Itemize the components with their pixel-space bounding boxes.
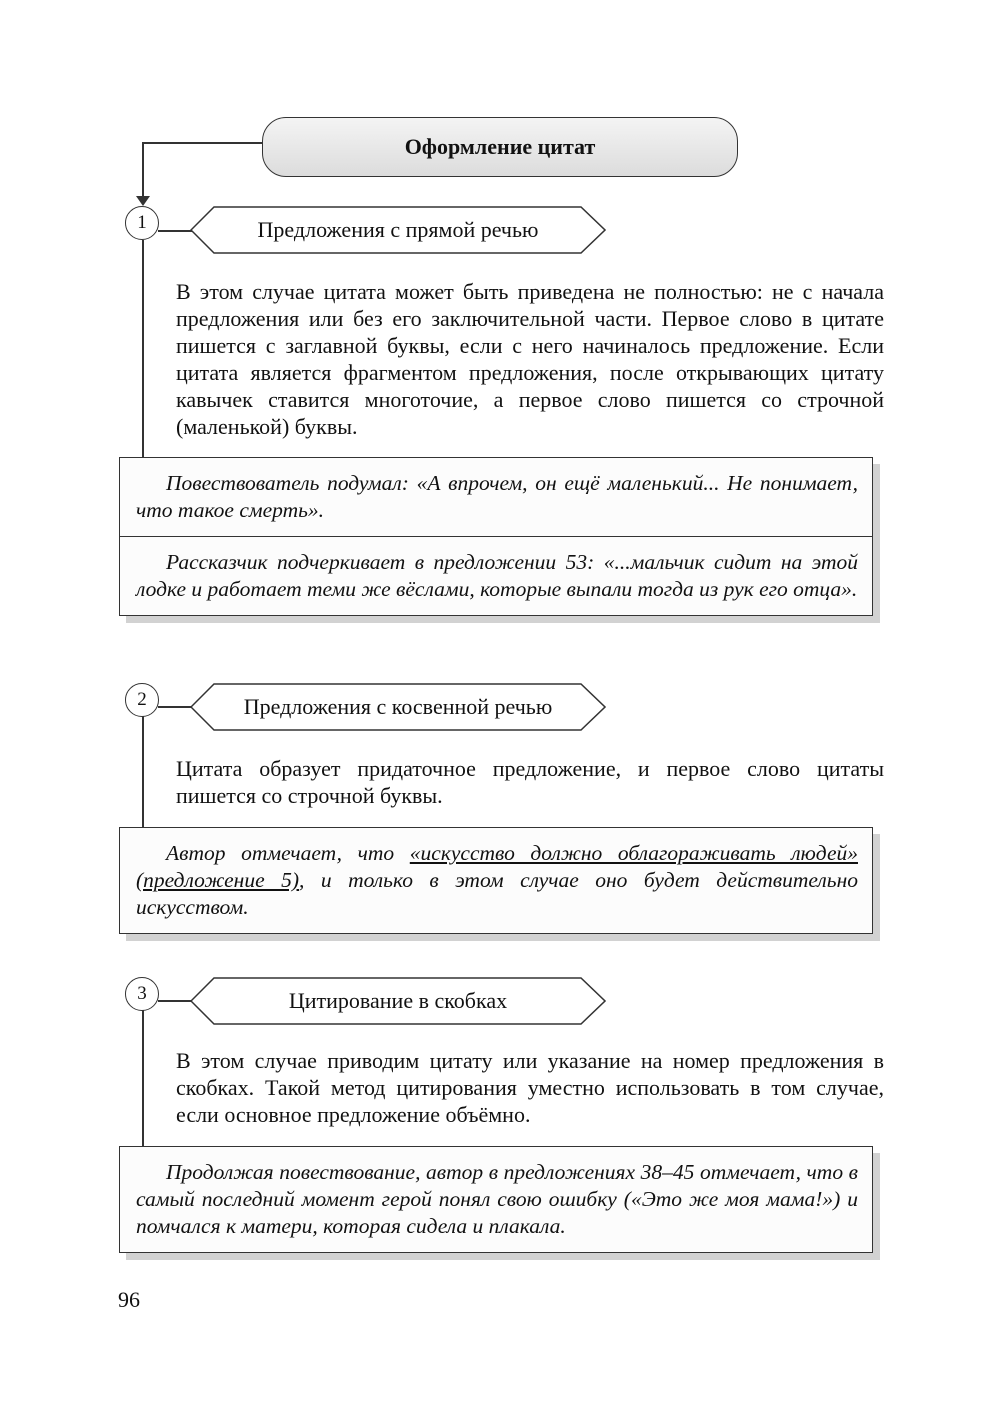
quoted-citation: «искусство должно облагораживать людей» (предложение 5) (136, 841, 858, 892)
example-text-after: , и только в этом случае оно будет действительно искусством. (136, 868, 858, 919)
section-heading-label: Предложения с косвенной речью (243, 694, 553, 719)
section-text: Цитата образует придаточное предложение, и первое слово цитаты пишется со строчной буквы. (176, 756, 884, 808)
section-heading (190, 683, 606, 731)
connector-line (142, 142, 262, 144)
page-title: Оформление цитат (262, 117, 738, 177)
section-number: 3 (125, 977, 159, 1011)
page-number: 96 (118, 1287, 140, 1312)
section-heading-label: Предложения с прямой речью (257, 217, 539, 242)
example-box (119, 457, 873, 616)
connector-line (142, 142, 144, 202)
example-text: Повествователь подумал: «А впрочем, он ещё маленький... Не понимает, что такое смерть». (136, 471, 858, 522)
connector-line (142, 240, 144, 459)
section-number: 1 (125, 206, 159, 240)
section-heading (190, 206, 606, 254)
connector-line (158, 230, 194, 232)
connector-line (158, 706, 194, 708)
example-text-before: Автор отмечает, что (166, 841, 410, 865)
section-heading (190, 977, 606, 1025)
example-text: Продолжая повествование, автор в предложениях 38–45 отмечает, что в самый последний момент герой понял свою ошибку («Это же моя мама!») и помчался к матери, которая сидела и плакала. (136, 1160, 858, 1238)
example-box (119, 1146, 873, 1253)
section-heading-label: Цитирование в скобках (288, 988, 508, 1013)
arrow-down-icon (136, 196, 150, 206)
section-text: В этом случае цитата может быть приведена не полностью: не с начала предложения или без его заключительной части. Первое слово в цитате пишется с заглавной буквы, если с него начиналось предложение. Если цитата является фрагментом предложения, после открывающих цитату кавычек ставится многоточие, а первое слово пишется со строчной (маленькой) буквы. (176, 279, 884, 439)
connector-line (142, 716, 144, 828)
connector-line (142, 1010, 144, 1147)
connector-line (158, 1000, 194, 1002)
example-text (120, 828, 872, 933)
example-text: Рассказчик подчеркивает в предложении 53: «...мальчик сидит на этой лодке и работает теми же вёслами, которые выпали тогда из рук его отца». (120, 536, 872, 615)
section-text: В этом случае приводим цитату или указание на номер предложения в скобках. Такой метод цитирования уместно использовать в том случае, если основное предложение объёмно. (176, 1048, 884, 1127)
section-number: 2 (125, 683, 159, 717)
example-box (119, 827, 873, 934)
